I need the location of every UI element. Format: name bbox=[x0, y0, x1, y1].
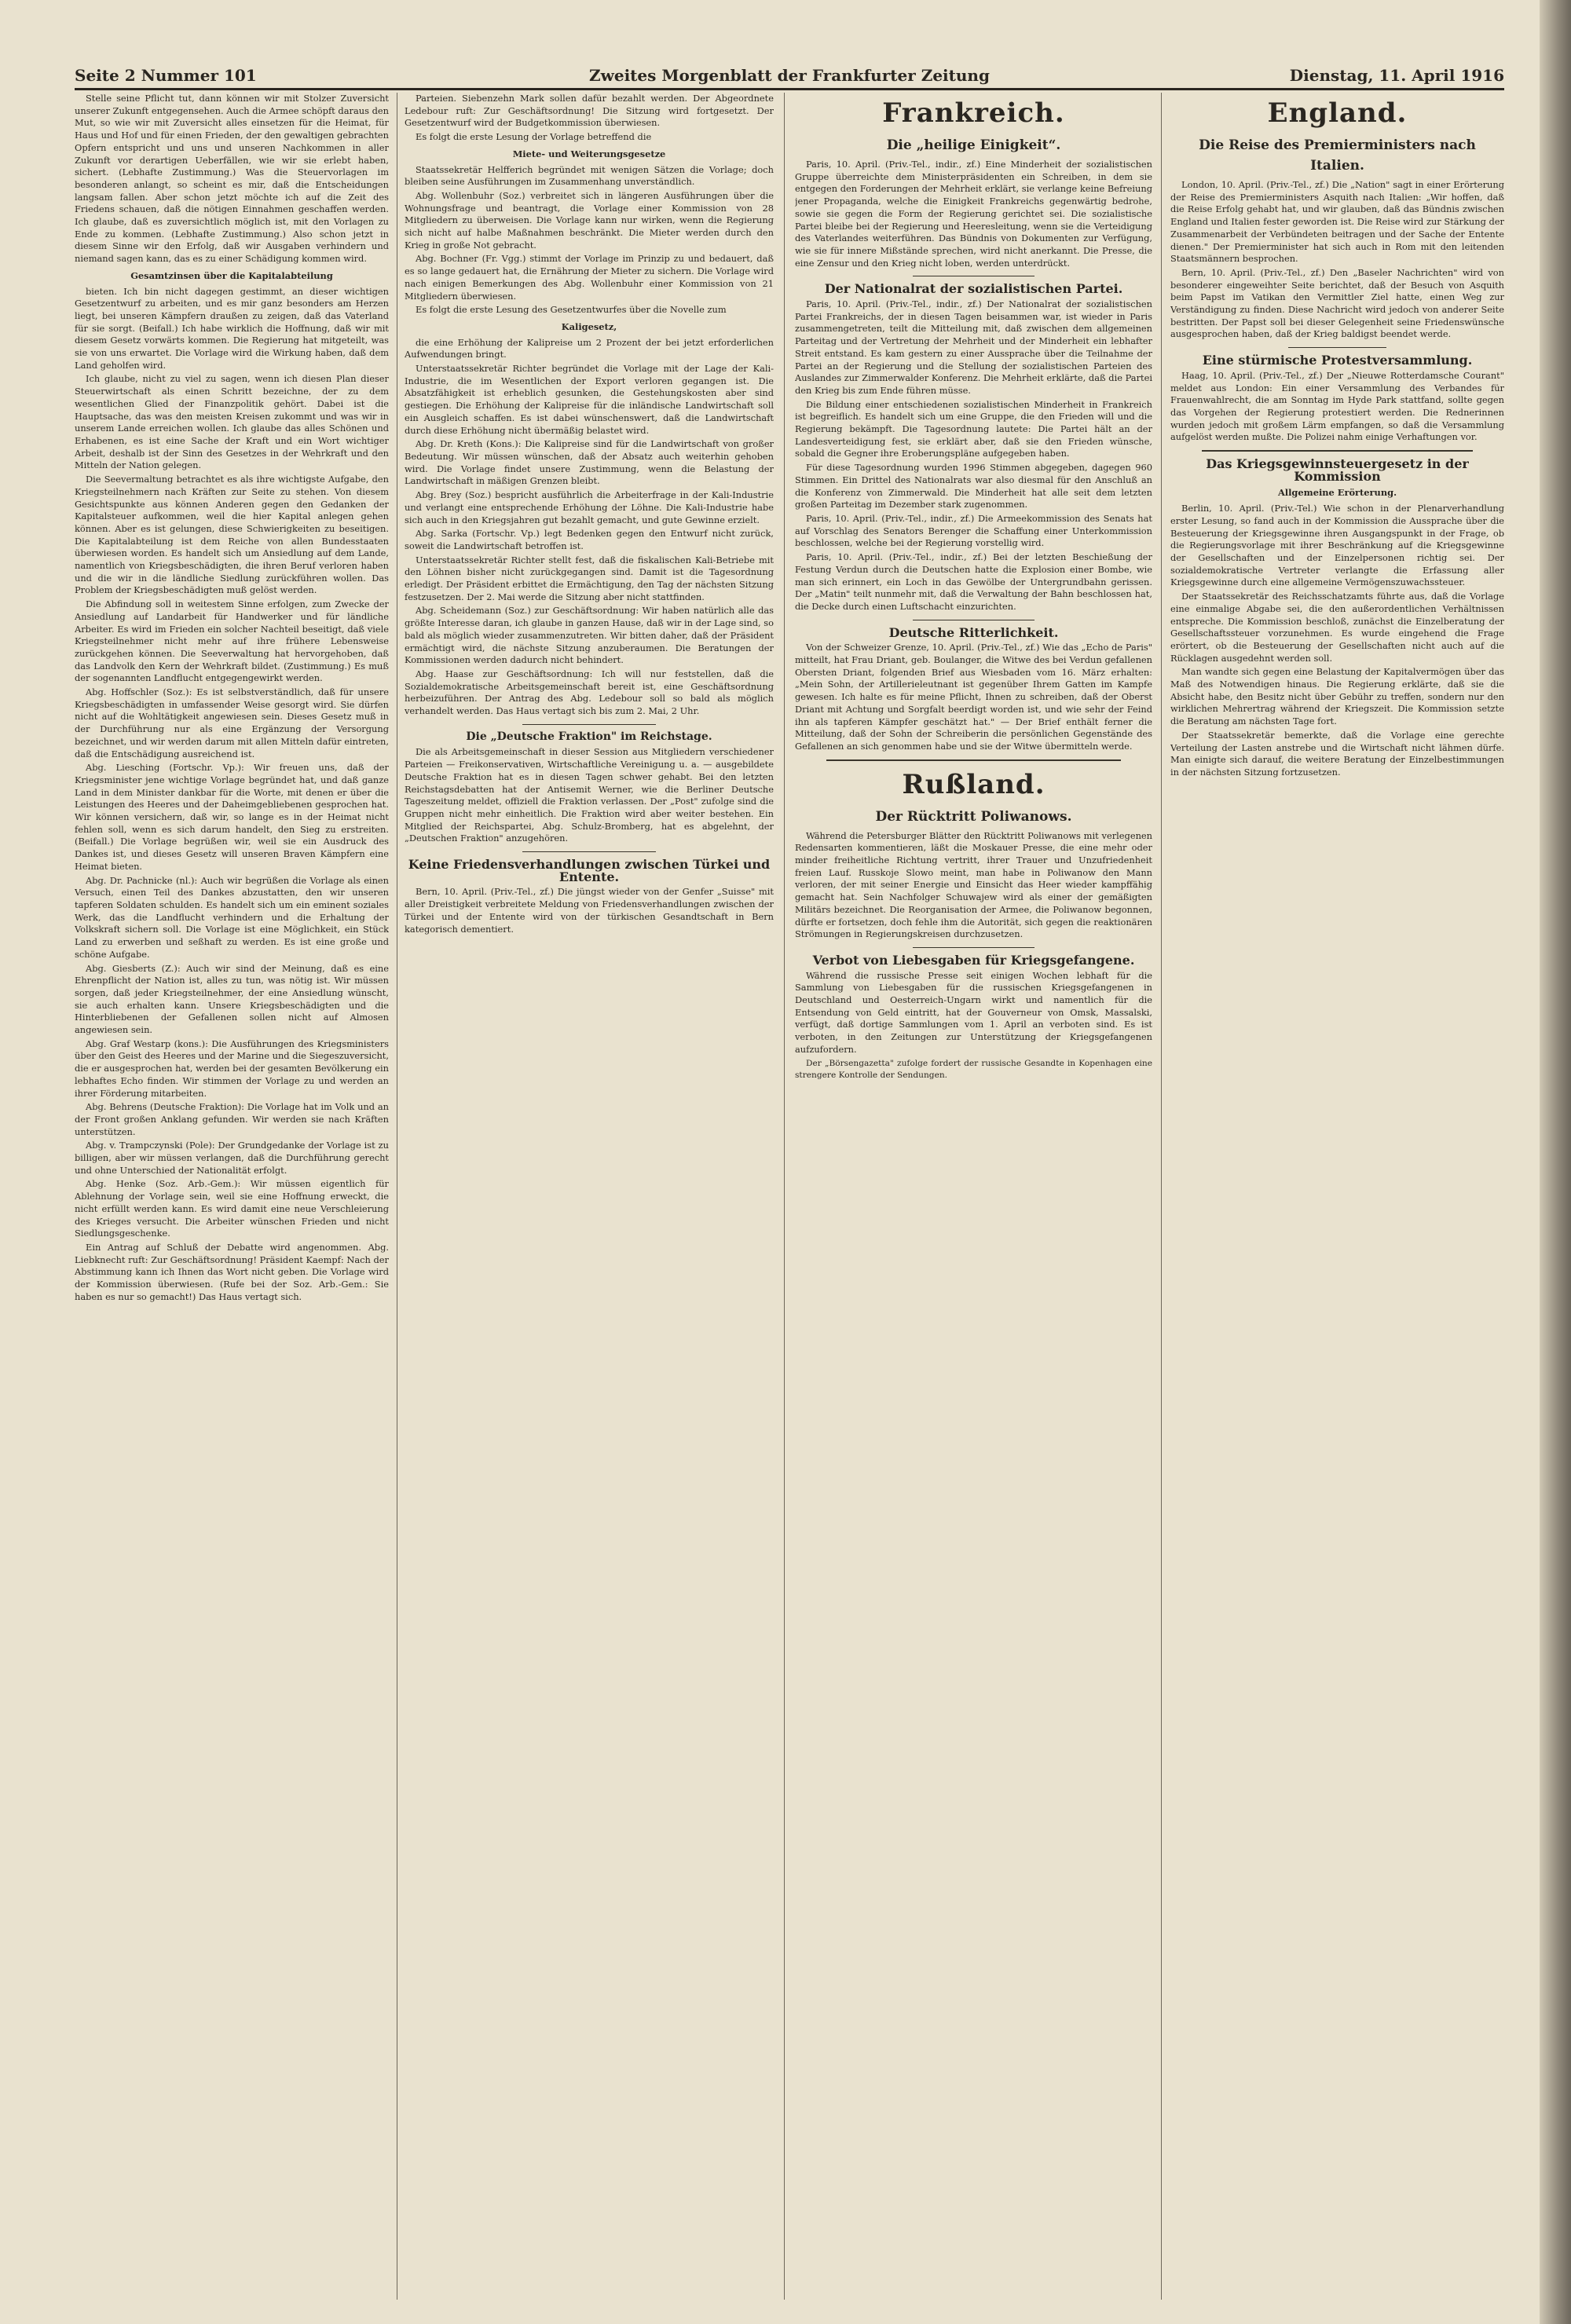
paragraph: Die Abfindung soll in weitestem Sinne erfolgen, zum Zwecke der Ansiedlung auf Landarbeit für Handwerker und für ländliche Arbeiter. Es wird im Frieden ein solcher Nachteil beseitigt, daß viele Kriegsteilnehmer nicht mehr auf ihre frühere Lebensweise zurückgehen können. Die Seeverwaltung hat hervorgehoben, daß das Landvolk den Kern der Wehrkraft bildet. (Zustimmung.) Es muß der sogenannten Landflucht entgegengewirkt werden. bbox=[75, 598, 389, 684]
paragraph: Berlin, 10. April. (Priv.-Tel.) Wie schon in der Plenarverhandlung erster Lesung, so fand auch in der Kommission die Aussprache über die Besteuerung der Kriegsgewinne ihren Ausgangspunkt in der Frage, ob die Regierungsvorlage mit ihrer Beschränkung auf die Kriegsgewinne der Gesellschaften und der Einzelpersonen richtig sei. Der sozialdemokratische Vertreter verlangte die Erfassung aller Kriegsgewinne durch eine allgemeine Vermögenszuwachssteuer. bbox=[1170, 503, 1504, 588]
paragraph: Unterstaatssekretär Richter stellt fest, daß die fiskalischen Kali-Betriebe mit den Löhnen bisher nicht zurückgegangen sind. Damit ist die Tagesordnung erledigt. Der Präsident erbittet die Ermächtigung, den Tag der nächsten Sitzung festzusetzen. Der 2. Mai werde die Sitzung aber nicht stattfinden. bbox=[405, 554, 774, 602]
page-header bbox=[75, 63, 1504, 88]
headline-reise-premierminister: Die Reise des Premierministers nach Italien. bbox=[1199, 137, 1476, 174]
paragraph: Paris, 10. April. (Priv.-Tel., indir., zf.) Die Armeekommission des Senats hat auf Vorschlag des Senators Berenger die Schaffung einer Unterkommission beschlossen, welche bei der Regierung vorstellig wird. bbox=[795, 512, 1152, 549]
section-title-frankreich: Frankreich. bbox=[882, 97, 1065, 129]
subheading: Gesamtzinsen über die Kapitalabteilung bbox=[130, 269, 333, 281]
column-divider bbox=[784, 93, 785, 2300]
header-rule bbox=[75, 88, 1504, 90]
paragraph: Staatssekretär Helfferich begründet mit wenigen Sätzen die Vorlage; doch bleiben seine Ausführungen im Zusammenhang unverständlich. bbox=[405, 163, 774, 188]
paragraph: Es folgt die erste Lesung des Gesetzentwurfes über die Novelle zum bbox=[416, 304, 727, 316]
paragraph: Abg. Haase zur Geschäftsordnung: Ich will nur feststellen, daß die Sozialdemokratische Arbeitsgemeinschaft bereit ist, eine Geschäftsordnung herbeizuführen. Der Antrag des Abg. Ledebour soll so bald als möglich verhandelt werden. Das Haus vertagt sich bis zum 2. Mai, 2 Uhr. bbox=[405, 668, 774, 717]
headline-nationalrat: Der Nationalrat der sozialistischen Partei. bbox=[824, 281, 1123, 297]
column-2 bbox=[405, 93, 774, 2300]
paragraph: Die Seevermaltung betrachtet es als ihre wichtigste Aufgabe, den Kriegsteilnehmern nach Kräften zur Seite zu stehen. Von diesem Gesichtspunkte aus können Anderen gegen den Gedanken der Kapitalsteuer aufkommen, weil die hier Kapital anlegen gehen können. Aber es ist gelungen, diese Schwierigkeiten zu beseitigen. Die Kapitalabteilung ist dem Reiche von allen Bundesstaaten überwiesen worden. Es handelt sich um Ansiedlung auf dem Lande, namentlich von Kriegsbeschädigten, die ihren Beruf verloren haben und die wir in die ländliche Siedlung zurückführen wollen. Das Problem der Kriegsbeschädigten muß gelöst werden. bbox=[75, 474, 389, 596]
paragraph: Abg. Hoffschler (Soz.): Es ist selbstverständlich, daß für unsere Kriegsbeschädigten in umfassender Weise gesorgt wird. Sie dürfen nicht auf die Wohltätigkeit angewiesen sein. Dieses Gesetz muß in der Durchführung nur als eine Ergänzung der Versorgung bezeichnet, und wir werden darum mit allen Mitteln dafür eintreten, daß die Entschädigung ausreichend ist. bbox=[75, 686, 389, 759]
paragraph: Es folgt die erste Lesung der Vorlage betreffend die bbox=[416, 131, 652, 143]
paragraph: Während die Petersburger Blätter den Rücktritt Poliwanows mit verlegenen Redensarten kommentieren, läßt die Moskauer Presse, die eine mehr oder minder freiheitliche Richtung vertritt, ihrer Trauer und Unzufriedenheit freien Lauf. Russkoje Slowo meint, man habe in Poliwanow den Mann verloren, der mit seiner Energie und Einsicht das Heer wieder kampffähig gemacht hat. Sein Nachfolger Schuwajew wird als einer der gemäßigten Militärs bezeichnet. Die Reorganisation der Armee, die Poliwanow begonnen, dürfte er fortsetzen, doch fehle ihm die Autorität, sich gegen die reaktionären Strömungen in Regierungskreisen durchzusetzen. bbox=[795, 829, 1152, 940]
paragraph: Abg. Henke (Soz. Arb.-Gem.): Wir müssen eigentlich für Ablehnung der Vorlage sein, weil sie eine Hoffnung erweckt, die nicht erfüllt werden kann. Es wird damit eine neue Verschleierung des Krieges versucht. Die Arbeiter wünschen Frieden und nicht Siedlungsgeschenke. bbox=[75, 1178, 389, 1239]
column-3 bbox=[795, 93, 1152, 2300]
headline-heilige-einigkeit: Die „heilige Einigkeit“. bbox=[886, 137, 1061, 153]
column-1 bbox=[75, 93, 389, 2300]
paragraph: Die als Arbeitsgemeinschaft in dieser Session aus Mitgliedern verschiedener Parteien — Freikonservativen, Wirtschaftliche Vereinigung u. a. — ausgebildete Deutsche Fraktion hat es in diesen Tagen schwer gehabt. Bei den letzten Reichstagsdebatten hat der Antisemit Werner, wie die Berliner Deutsche Tageszeitung meldet, offiziell die Fraktion verlassen. Der „Post" zufolge sind die Gruppen nicht mehr einheitlich. Die Fraktion wird aber weiter bestehen. Ein Mitglied der Reichspartei, Abg. Schulz-Bromberg, hat es abgelehnt, der „Deutschen Fraktion" anzugehören. bbox=[405, 746, 774, 844]
subheading: Miete- und Weiterungsgesetze bbox=[512, 148, 666, 159]
page-binding-edge bbox=[1540, 0, 1571, 2324]
paragraph: Unterstaatssekretär Richter begründet die Vorlage mit der Lage der Kali-Industrie, die im Wesentlichen der Export verloren gegangen ist. Die Absatzfähigkeit ist erheblich gesunken, die Gestehungskosten aber sind gestiegen. Die Erhöhung der Kalipreise für die inländische Landwirtschaft soll ein Ausgleich schaffen. Es ist dabei wünschenswert, daß die Landwirtschaft durch diese Erhöhung nicht übermäßig belastet wird. bbox=[405, 363, 774, 436]
paragraph: Abg. Sarka (Fortschr. Vp.) legt Bedenken gegen den Entwurf nicht zurück, soweit die Landwirtschaft betroffen ist. bbox=[405, 528, 774, 551]
paragraph: Parteien. Siebenzehn Mark sollen dafür bezahlt werden. Der Abgeordnete Ledebour ruft: Zur Geschäftsordnung! Die Sitzung wird fortgesetzt. Der Gesetzentwurf wird der Budgetkommission überwiesen. bbox=[405, 93, 774, 129]
headline-protestversammlung: Eine stürmische Protestversammlung. bbox=[1202, 353, 1473, 368]
headline-verbot-liebesgaben: Verbot von Liebesgaben für Kriegsgefangene. bbox=[812, 952, 1135, 968]
paragraph: Abg. v. Trampczynski (Pole): Der Grundgedanke der Vorlage ist zu billigen, aber wir müssen verlangen, daß die Durchführung gerecht und ohne Unterschied der Nationalität erfolgt. bbox=[75, 1140, 389, 1176]
headline-ruecktritt-poliwanows: Der Rücktritt Poliwanows. bbox=[875, 808, 1072, 825]
column-divider bbox=[1161, 93, 1162, 2300]
masthead: Zweites Morgenblatt der Frankfurter Zeitung bbox=[589, 66, 990, 85]
paragraph: Paris, 10. April. (Priv.-Tel., indir., zf.) Der Nationalrat der sozialistischen Partei Frankreichs, der in diesen Tagen beisammen war, ist wieder in Paris zusammengetreten, teilt die Mitteilung mit, daß zwischen dem allgemeinen Parteitag und der Vertretung der Mehrheit und der Minderheit ein lebhafter Streit entstand. Es kam gestern zu einer Aussprache über die Teilnahme der Partei an der Regierung und die Stellung der sozialistischen Parteien des Auslandes zur Zimmerwalder Konferenz. Die Mehrheit erklärte, daß die Partei den Krieg bis zum Ende führen müsse. bbox=[795, 298, 1152, 396]
paragraph: Bern, 10. April. (Priv.-Tel., zf.) Die jüngst wieder von der Genfer „Suisse" mit aller Dreistigkeit verbreitete Meldung von Friedensverhandlungen zwischen der Türkei und der Entente wird von der türkischen Gesandtschaft in Bern kategorisch dementiert. bbox=[405, 886, 774, 935]
headline-deutsche-ritterlichkeit: Deutsche Ritterlichkeit. bbox=[888, 624, 1059, 640]
issue-date: Dienstag, 11. April 1916 bbox=[1289, 66, 1504, 85]
separator bbox=[522, 724, 656, 725]
paragraph: Der Staatssekretär bemerkte, daß die Vorlage eine gerechte Verteilung der Lasten anstrebe und die Wirtschaft nicht lähmen dürfe. Man einigte sich darauf, die weitere Beratung der Einzelbestimmungen in der nächsten Sitzung fortzusetzen. bbox=[1170, 729, 1504, 778]
paragraph: Man wandte sich gegen eine Belastung der Kapitalvermögen über das Maß des Notwendigen hinaus. Die Regierung erklärte, daß sie die Absicht habe, den Besitz nicht über Gebühr zu treffen, sondern nur den wirklichen Mehrertrag während der Kriegszeit. Die Kommission setzte die Beratung am nächsten Tage fort. bbox=[1170, 666, 1504, 727]
paragraph: London, 10. April. (Priv.-Tel., zf.) Die „Nation" sagt in einer Erörterung der Reise des Premierministers Asquith nach Italien: „Wir hoffen, daß die Reise Erfolg gehabt hat, und wir glauben, daß das Bündnis zwischen England und Italien fester geworden ist. Die Reise wird zur Stärkung der Zusammenarbeit der Verbündeten beitragen und der Sache der Entente dienen." Der Premierminister hat sich auch in Rom mit den leitenden Staatsmännern besprochen. bbox=[1170, 179, 1504, 265]
paragraph: Der Staatssekretär des Reichsschatzamts führte aus, daß die Vorlage eine einmalige Abgabe sei, die den außerordentlichen Verhältnissen entspreche. Die Kommission beschloß, zunächst die Einzelberatung der Gesellschaftssteuer vorzunehmen. Es wurde eingehend die Frage erörtert, ob die Besteuerung der Gesellschaften nicht auch auf die Rücklagen ausgedehnt werden soll. bbox=[1170, 591, 1504, 664]
paragraph: Bern, 10. April. (Priv.-Tel., zf.) Den „Baseler Nachrichten" wird von besonderer eingeweihter Seite berichtet, daß der Besuch von Asquith beim Papst im Vatikan den Vermittler Ziel hatte, einen Weg zur Verständigung zu finden. Diese Nachricht wird jedoch von anderer Seite bestritten. Der Papst soll bei dieser Gelegenheit seine Friedenswünsche ausgesprochen haben, daß der Krieg baldigst beendet werde. bbox=[1170, 266, 1504, 340]
separator bbox=[913, 947, 1035, 948]
paragraph: Der „Börsengazetta" zufolge fordert der russische Gesandte in Kopenhagen eine strengere Kontrolle der Sendungen. bbox=[795, 1058, 1152, 1081]
column-4 bbox=[1170, 93, 1504, 2300]
page-number: Seite 2 Nummer 101 bbox=[75, 66, 257, 85]
paragraph: bieten. Ich bin nicht dagegen gestimmt, an dieser wichtigen Gesetzentwurf zu arbeiten, und es mir ganz besonders am Herzen liegt, bei unseren Kämpfern draußen zu zeigen, daß das Vaterland für sie sorgt. (Beifall.) Ich habe wirklich die Hoffnung, daß wir mit diesem Gesetz vorwärts kommen. Die Regierung hat mitgeteilt, was sie von uns erwartet. Die Vorlage wird die Wirkung haben, daß dem Land geholfen wird. bbox=[75, 285, 389, 371]
paragraph: Stelle seine Pflicht tut, dann können wir mit Stolzer Zuversicht unserer Zukunft entgegensehen. Auch die Armee schöpft daraus den Mut, so wie wir mit Zuversicht alles einsetzen für die Heimat, für Haus und Hof und für einen Frieden, der den gewaltigen gebrachten Opfern entspricht und uns und unseren Nachkommen in aller Zukunft vor derartigen Ueberfällen, wie wir sie erlebt haben, sichert. (Lebhafte Zustimmung.) Was die Steuervorlagen im besonderen anlangt, so scheint es mir, daß die Entscheidungen langsam fallen. Aber schon jetzt möchte ich auf die Zeit des Friedens schauen, daß die nötigen Einnahmen geschaffen werden. Ich glaube, daß es zuversichtlich möglich ist, mit den Vorlagen zu Ende zu kommen. (Lebhafte Zustimmung.) Also schon jetzt in diesem Sinne wir den Erfolg, daß wir Ausgaben verhindern und niemand sagen kann, das es zu einer Schädigung kommen wird. bbox=[75, 93, 389, 265]
separator bbox=[522, 851, 656, 852]
paragraph: Haag, 10. April. (Priv.-Tel., zf.) Der „Nieuwe Rotterdamsche Courant" meldet aus London: Ein einer Versammlung des Verbandes für Frauenwahlrecht, die am Sonntag im Hyde Park stattfand, sollte gegen das Vorgehen der Regierung protestiert werden. Die Rednerinnen wurden jedoch mit großem Lärm empfangen, so daß die Versammlung aufgelöst werden mußte. Die Polizei nahm einige Verhaftungen vor. bbox=[1170, 369, 1504, 443]
subheading: Kaligesetz, bbox=[561, 320, 617, 332]
paragraph: Abg. Scheidemann (Soz.) zur Geschäftsordnung: Wir haben natürlich alle das größte Interesse daran, ich glaube in ganzen Hause, daß wir in der Lage sind, so bald als möglich wieder zusammenzutreten. Wir bitten daher, daß der Präsident ermächtigt wird, die nächste Sitzung anzuberaumen. Die Beratungen der Kommissionen werden dadurch nicht behindert. bbox=[405, 605, 774, 666]
paragraph: Abg. Brey (Soz.) bespricht ausführlich die Arbeiterfrage in der Kali-Industrie und verlangt eine entsprechende Erhöhung der Löhne. Die Kali-Industrie habe sich auch in den Kriegsjahren gut bezahlt gemacht, und gute Gewinne erzielt. bbox=[405, 489, 774, 525]
paragraph: Paris, 10. April. (Priv.-Tel., indir., zf.) Eine Minderheit der sozialistischen Gruppe überreichte dem Ministerpräsidenten ein Schreiben, in dem sie entgegen den Forderungen der Mehrheit erklärt, sie verlange keine Befreiung jener Propaganda, welche die Einigkeit Frankreichs gegenwärtig bedrohe, sowie sie gegen die Form der Regierung gerichtet sei. Die sozialistische Partei bleibe bei der Regierung und Heeresleitung, wenn sie die Verteidigung des Vaterlandes weiterführen. Das Bündnis von Dokumenten zur Verfügung, wie sie für innere Mißstände sprechen, wird nicht anerkannt. Die Presse, die eine Zensur und den Krieg nicht loben, werden unterdrückt. bbox=[795, 159, 1152, 269]
paragraph: Abg. Bochner (Fr. Vgg.) stimmt der Vorlage im Prinzip zu und bedauert, daß es so lange gedauert hat, die Ernährung der Mieter zu sichern. Die Vorlage wird nach einigen Bemerkungen des Abg. Wollenbuhr einer Kommission von 21 Mitgliedern überwiesen. bbox=[405, 253, 774, 302]
headline-deutsche-fraktion: Die „Deutsche Fraktion" im Reichstage. bbox=[466, 730, 712, 743]
paragraph: Abg. Behrens (Deutsche Fraktion): Die Vorlage hat im Volk und an der Front großen Anklang gefunden. Wir werden sie nach Kräften unterstützen. bbox=[75, 1101, 389, 1137]
section-title-russland: Rußland. bbox=[902, 768, 1046, 800]
headline-keine-friedensverhandlungen: Keine Friedensverhandlungen zwischen Türkei und Entente. bbox=[408, 857, 771, 884]
paragraph: Von der Schweizer Grenze, 10. April. (Priv.-Tel., zf.) Wie das „Echo de Paris" mitteilt, hat Frau Driant, geb. Boulanger, die Witwe des bei Verdun gefallenen Obersten Driant, folgenden Brief aus Wiesbaden vom 16. März erhalten: „Mein Sohn, der Artillerieleutnant ist gegenüber Ihrem Gatten im Kampfe gewesen. Ich halte es für meine Pflicht, Ihnen zu schreiben, daß der Oberst Driant mit Achtung und Sorgfalt beerdigt worden ist, und wie sehr der Feind ihn als tapferen Kämpfer geschätzt hat." — Der Brief enthält ferner die Mitteilung, daß der Sohn der Schreiberin die persönlichen Gegenstände des Gefallenen an sich genommen habe und sie der Witwe übermitteln werde. bbox=[795, 642, 1152, 752]
paragraph: Ich glaube, nicht zu viel zu sagen, wenn ich diesen Plan dieser Steuerwirtschaft als einen Schritt bezeichne, der zu dem wesentlichen Glied der Finanzpolitik gehört. Dabei ist die Hauptsache, das was den meisten Kreisen zukommt und was wir in unserem Lande erreichen wollen. Ich glaube das alles Schönen und Erhabenen, es ist eine Sache der Kraft und ein Wort wichtiger Arbeit, deshalb ist der Sinn des Gesetzes in der Wehrkraft und den Mitteln der Nation gelegen. bbox=[75, 373, 389, 471]
subheading: Allgemeine Erörterung. bbox=[1277, 487, 1397, 499]
separator bbox=[826, 759, 1121, 761]
paragraph: Abg. Giesberts (Z.): Auch wir sind der Meinung, daß es eine Ehrenpflicht der Nation ist, alles zu tun, was nötig ist. Wir müssen sorgen, daß jeder Kriegsteilnehmer, der eine Ansiedlung wünscht, sie auch erhalten kann. Unsere Kriegsbeschädigten und die Hinterbliebenen der Gefallenen sollen nicht auf Almosen angewiesen sein. bbox=[75, 962, 389, 1036]
separator bbox=[1288, 347, 1386, 348]
paragraph: Ein Antrag auf Schluß der Debatte wird angenommen. Abg. Liebknecht ruft: Zur Geschäftsordnung! Präsident Kaempf: Nach der Abstimmung kann ich Ihnen das Wort nicht geben. Die Vorlage wird der Kommission überwiesen. (Rufe bei der Soz. Arb.-Gem.: Sie haben es nur so gemacht!) Das Haus vertagt sich. bbox=[75, 1241, 389, 1302]
paragraph: Die Bildung einer entschiedenen sozialistischen Minderheit in Frankreich ist begreiflich. Es handelt sich um eine Gruppe, die den Frieden will und die Regierung bekämpft. Die Tagesordnung lautete: Die Partei hält an der Landesverteidigung fest, sie erklärt aber, daß sie den Frieden wünsche, sobald die Gegner ihre Eroberungspläne aufgegeben haben. bbox=[795, 398, 1152, 459]
separator bbox=[1202, 450, 1473, 452]
paragraph: die eine Erhöhung der Kalipreise um 2 Prozent der bei jetzt erforderlichen Aufwendungen bringt. bbox=[405, 336, 774, 360]
section-title-england: England. bbox=[1267, 97, 1408, 129]
paragraph: Während die russische Presse seit einigen Wochen lebhaft für die Sammlung von Liebesgaben für die russischen Kriegsgefangenen in Deutschland und Oesterreich-Ungarn wirkt und namentlich für die Entsendung von Geld eintritt, hat der Gouverneur von Omsk, Massalski, verfügt, daß dortige Sammlungen vom 1. April an verboten sind. Es ist verboten, in den Zeitungen zur Unterstützung der Kriegsgefangenen aufzufordern. bbox=[795, 969, 1152, 1055]
paragraph: Abg. Wollenbuhr (Soz.) verbreitet sich in längeren Ausführungen über die Wohnungsfrage und beantragt, die Vorlage einer Kommission von 28 Mitgliedern zu überweisen. Die Vorlage kann nur wirken, wenn die Regierung sich nicht auf halbe Maßnahmen beschränkt. Die Mieter werden durch den Krieg in große Not gebracht. bbox=[405, 189, 774, 251]
paragraph: Abg. Dr. Pachnicke (nl.): Auch wir begrüßen die Vorlage als einen Versuch, einen Teil des Dankes abzustatten, den wir unseren tapferen Soldaten schulden. Es handelt sich um ein eminent soziales Werk, das die Landflucht verhindern und die Erhaltung der Volkskraft sichern soll. Die Vorlage ist eine Möglichkeit, ein Stück Land zu erwerben und seßhaft zu werden. Es ist eine große und schöne Aufgabe. bbox=[75, 874, 389, 960]
paragraph: Abg. Liesching (Fortschr. Vp.): Wir freuen uns, daß der Kriegsminister jene wichtige Vorlage begründet hat, und daß ganze Land in dem Minister dankbar für die Worte, mit denen er über die Leistungen des Heeres und der Daheimgebliebenen gesprochen hat. Wir können versichern, daß wir, so lange es in der Heimat nicht fehlen soll, wenn es sich darum handelt, den Sieg zu erstreiten. (Beifall.) Die Vorlage begrüßen wir, weil sie ein Ausdruck des Dankes ist, und dieses Gesetz will unseren Braven Kämpfern eine Heimat bieten. bbox=[75, 762, 389, 872]
headline-kriegsgewinnsteuer: Das Kriegsgewinnsteuergesetz in der Kommission bbox=[1206, 456, 1469, 484]
paragraph: Paris, 10. April. (Priv.-Tel., indir., zf.) Bei der letzten Beschießung der Festung Verdun durch die Deutschen hatte die Explosion einer Bombe, wie man sich erinnert, ein Loch in das Gewölbe der Untergrundbahn gerissen. Der „Matin" teilt nunmehr mit, daß die Verwaltung der Bahn beschlossen hat, die Decke durch einen Luftschacht einzurichten. bbox=[795, 551, 1152, 612]
paragraph: Abg. Dr. Kreth (Kons.): Die Kalipreise sind für die Landwirtschaft von großer Bedeutung. Wir müssen wünschen, daß der Absatz auch weiterhin gehoben wird. Die Vorlage findet unsere Zustimmung, wenn die Belastung der Landwirtschaft in mäßigen Grenzen bleibt. bbox=[405, 438, 774, 487]
paragraph: Abg. Graf Westarp (kons.): Die Ausführungen des Kriegsministers über den Geist des Heeres und der Marine und die Siegeszuversicht, die er ausgesprochen hat, werden bei der gesamten Bevölkerung ein lebhaftes Echo finden. Wir stimmen der Vorlage zu und werden an ihrer Förderung mitarbeiten. bbox=[75, 1038, 389, 1099]
paragraph: Für diese Tagesordnung wurden 1996 Stimmen abgegeben, dagegen 960 Stimmen. Ein Drittel des Nationalrats war also diesmal für den Anschluß an die Konferenz von Zimmerwald. Die Minderheit hat alle seit dem letzten großen Parteitag im Dezember stark zugenommen. bbox=[795, 462, 1152, 511]
